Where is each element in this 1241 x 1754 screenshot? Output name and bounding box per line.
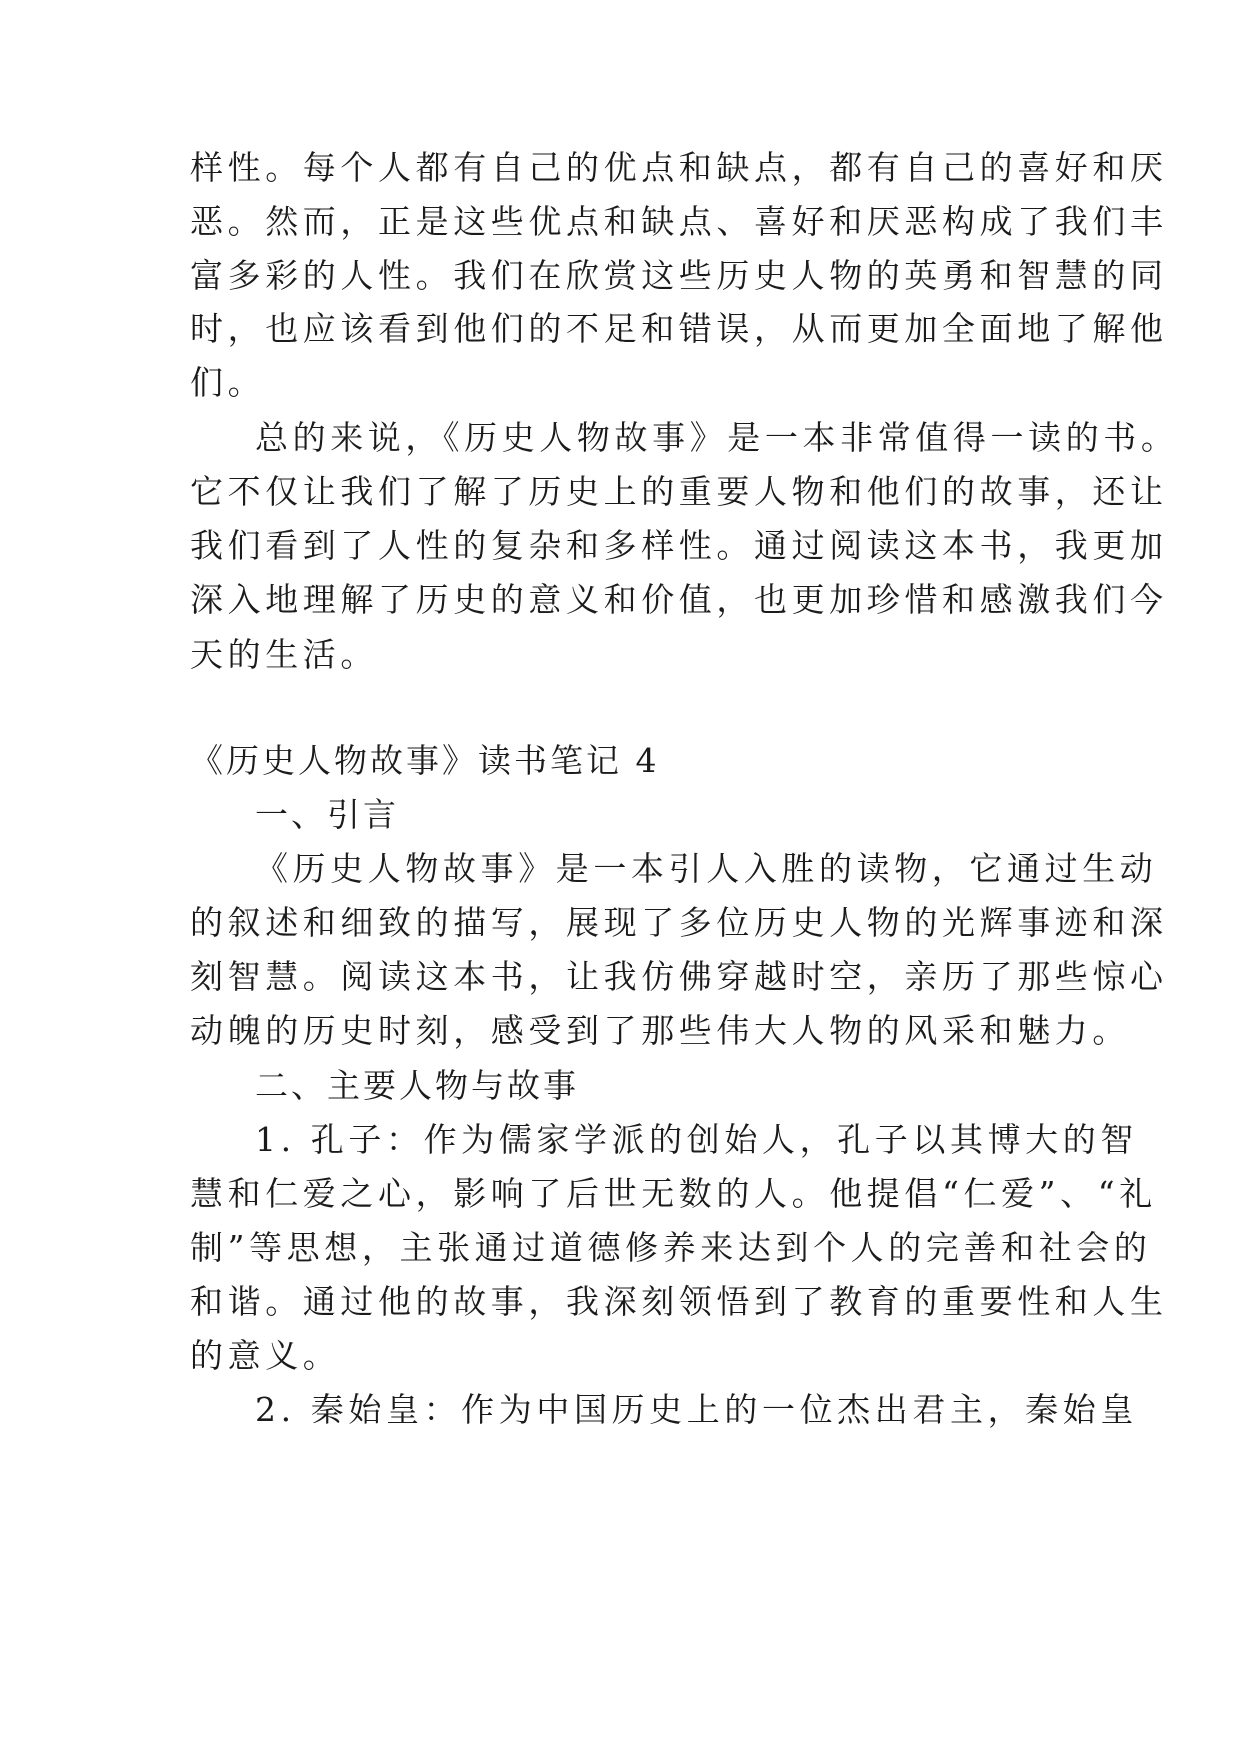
paragraph-line: 深入地理解了历史的意义和价值，也更加珍惜和感激我们今	[190, 580, 1168, 619]
note-title: 《历史人物故事》读书笔记 4	[190, 741, 660, 780]
section-heading: 二、主要人物与故事	[255, 1066, 579, 1105]
list-item-line: 1. 孔子：作为儒家学派的创始人，孔子以其博大的智	[255, 1120, 1138, 1159]
list-item-line: 2. 秦始皇：作为中国历史上的一位杰出君主，秦始皇	[255, 1390, 1138, 1429]
paragraph-line: 我们看到了人性的复杂和多样性。通过阅读这本书，我更加	[190, 526, 1168, 565]
paragraph-line: 总的来说，《历史人物故事》是一本非常值得一读的书。	[255, 418, 1179, 457]
paragraph-line: 恶。然而，正是这些优点和缺点、喜好和厌恶构成了我们丰	[190, 202, 1168, 241]
paragraph-line: 时，也应该看到他们的不足和错误，从而更加全面地了解他	[190, 309, 1168, 348]
paragraph-line: 样性。每个人都有自己的优点和缺点，都有自己的喜好和厌	[190, 148, 1168, 187]
paragraph-line: 它不仅让我们了解了历史上的重要人物和他们的故事，还让	[190, 472, 1168, 511]
list-item-line: 和谐。通过他的故事，我深刻领悟到了教育的重要性和人生	[190, 1282, 1168, 1321]
paragraph-line: 们。	[190, 363, 266, 402]
list-item-line: 慧和仁爱之心，影响了后世无数的人。他提倡“仁爱”、“礼	[190, 1174, 1157, 1213]
paragraph-line: 动魄的历史时刻，感受到了那些伟大人物的风采和魅力。	[190, 1011, 1130, 1050]
list-item-line: 制”等思想，主张通过道德修养来达到个人的完善和社会的	[190, 1228, 1152, 1267]
paragraph-line: 《历史人物故事》是一本引人入胜的读物，它通过生动	[255, 849, 1158, 888]
list-item-line: 的意义。	[190, 1336, 341, 1375]
paragraph-line: 刻智慧。阅读这本书，让我仿佛穿越时空，亲历了那些惊心	[190, 957, 1168, 996]
paragraph-line: 富多彩的人性。我们在欣赏这些历史人物的英勇和智慧的同	[190, 256, 1168, 295]
paragraph-line: 的叙述和细致的描写，展现了多位历史人物的光辉事迹和深	[190, 903, 1168, 942]
paragraph-line: 天的生活。	[190, 635, 378, 674]
section-heading: 一、引言	[255, 795, 399, 834]
